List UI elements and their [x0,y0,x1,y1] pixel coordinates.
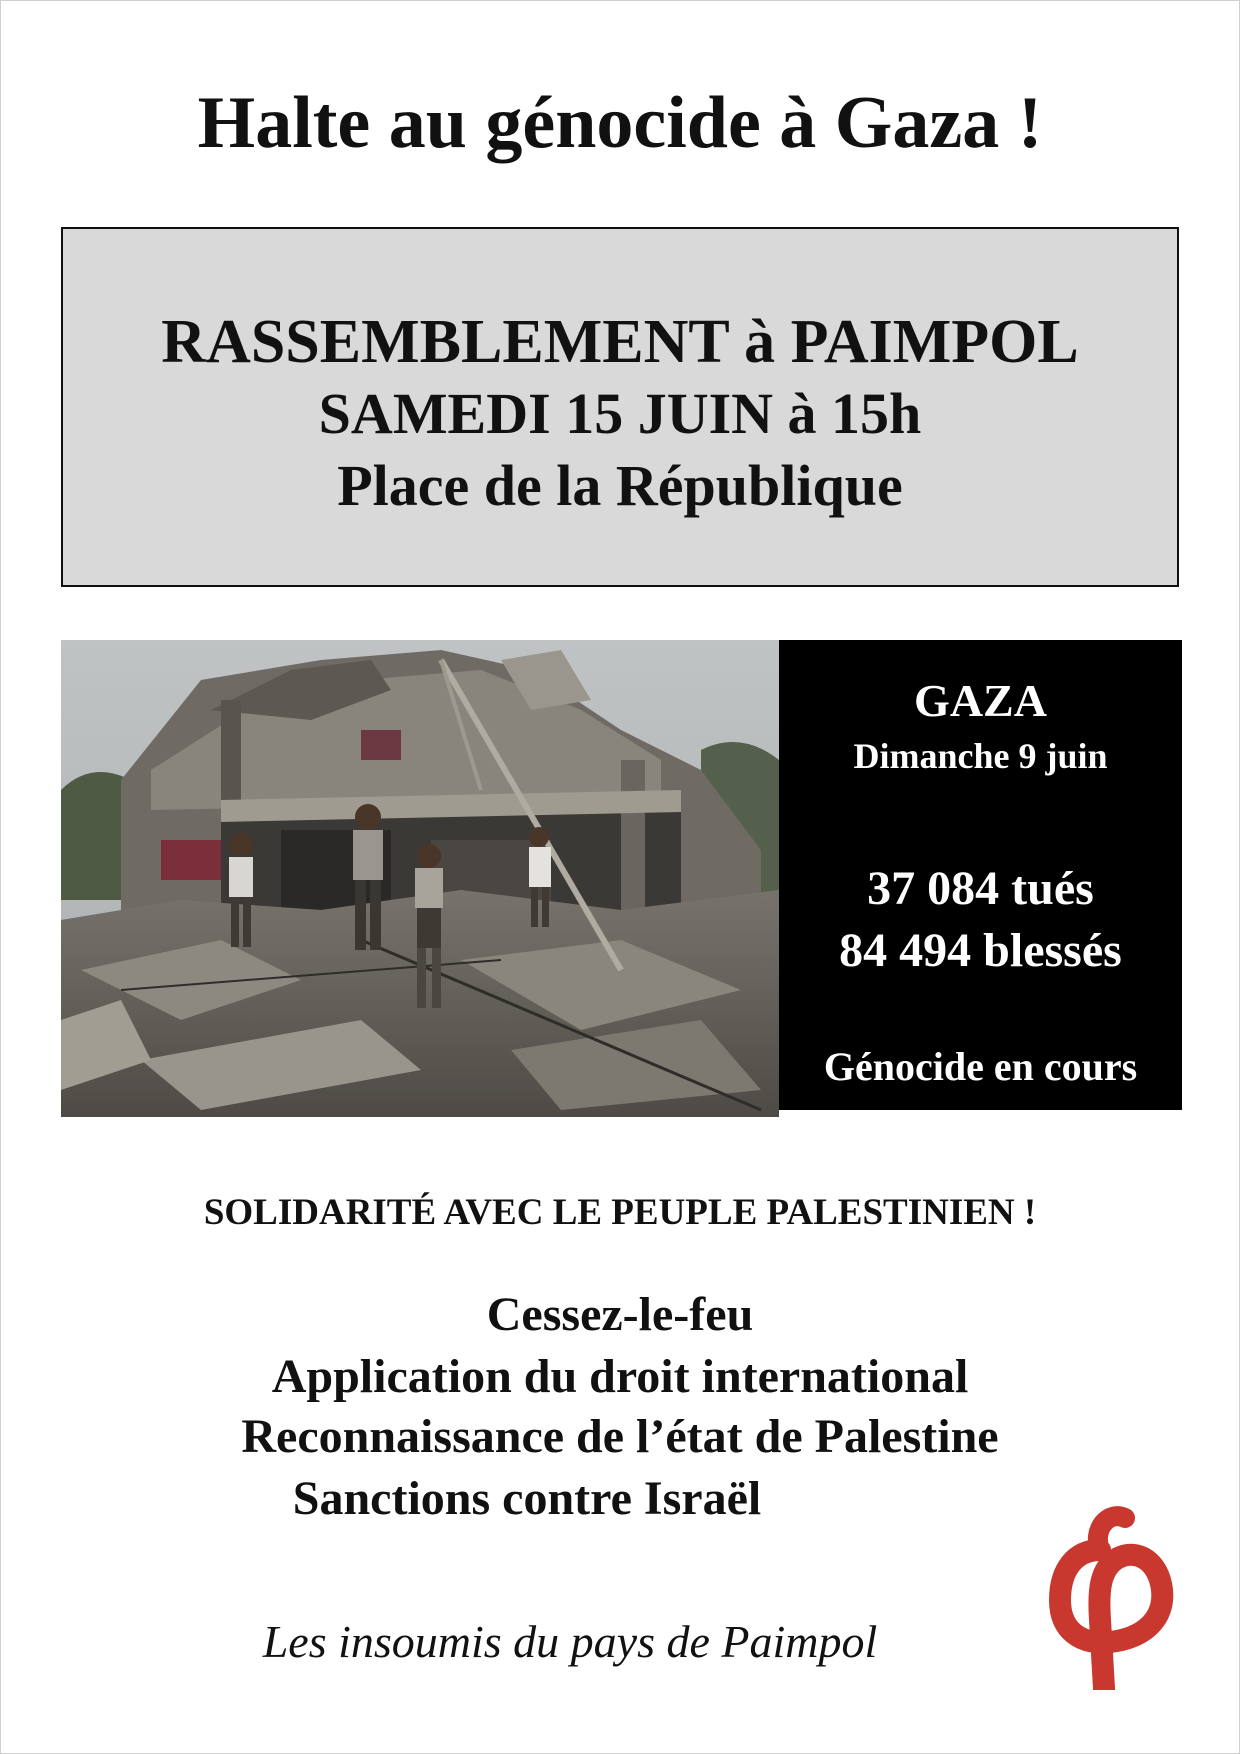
casualty-stats-box [779,640,1182,1110]
demand-item: Reconnaissance de l’état de Palestine [241,1410,999,1463]
stats-place: GAZA [914,675,1047,726]
event-name: RASSEMBLEMENT à PAIMPOL [161,308,1079,376]
event-info-box [61,227,1179,587]
page-title: Halte au génocide à Gaza ! [197,82,1043,164]
demand-item: Application du droit international [271,1350,969,1403]
stats-date: Dimanche 9 juin [853,736,1108,776]
event-location: Place de la République [337,453,903,518]
signature: Les insoumis du pays de Paimpol [262,1616,878,1667]
event-date-time: SAMEDI 15 JUIN à 15h [318,381,922,446]
stats-killed: 37 084 tués [867,862,1094,915]
gaza-ruins-photo [61,640,779,1117]
stats-status: Génocide en cours [823,1044,1138,1089]
demand-item: Sanctions contre Israël [292,1472,762,1525]
solidarity-heading: SOLIDARITÉ AVEC LE PEUPLE PALESTINIEN ! [203,1192,1037,1233]
stats-wounded: 84 494 blessés [839,924,1122,977]
phi-logo-icon [1030,1490,1190,1690]
demand-item: Cessez-le-feu [486,1288,754,1341]
